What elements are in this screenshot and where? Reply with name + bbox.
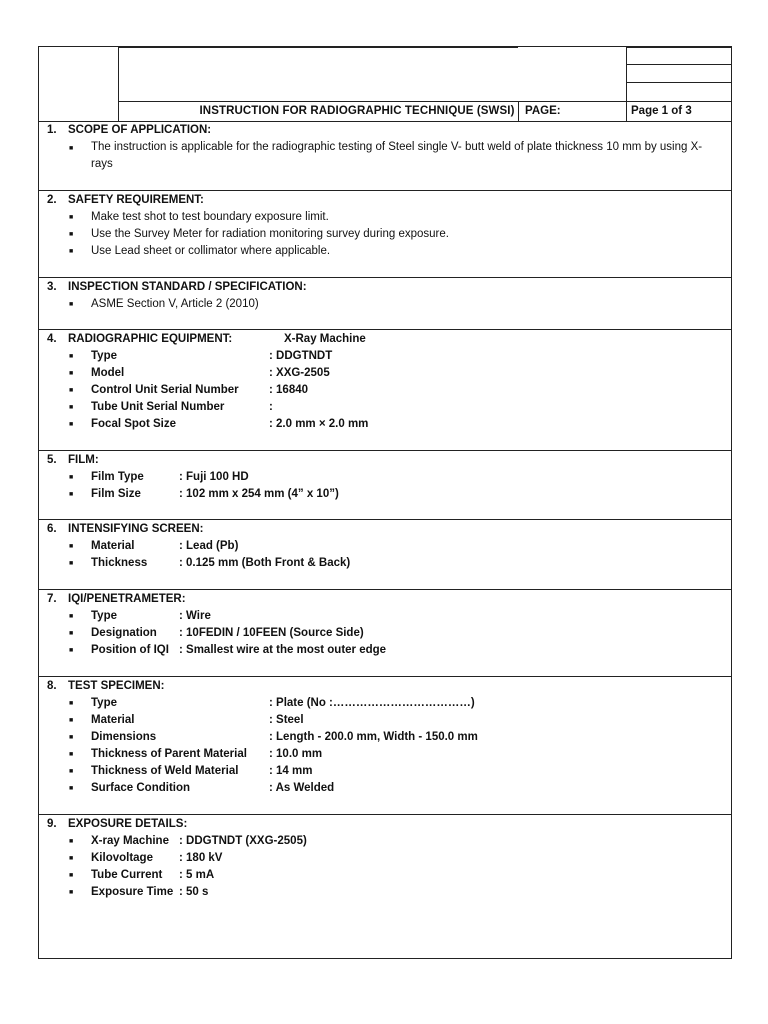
- bullet-icon: ■: [69, 231, 74, 238]
- header-right-divider: [626, 47, 627, 121]
- section-iqi: 7. IQI/PENETRAMETER: ■ Type : Wire ■ Designation : 10FEDIN / 10FEEN (Source Side) ■ Position of IQI : Smallest wire at the most outer edge: [39, 590, 731, 676]
- bullet-icon: ■: [69, 214, 74, 221]
- header-top-line: [118, 47, 518, 48]
- section-title: INSPECTION STANDARD / SPECIFICATION:: [68, 281, 307, 293]
- page-label: PAGE:: [525, 105, 561, 117]
- bullet-icon: ■: [69, 872, 74, 879]
- bullet-icon: ■: [69, 717, 74, 724]
- document-frame: [38, 46, 732, 959]
- scope-text: The instruction is applicable for the radiographic testing of Steel single V- butt weld of plate thickness 10 mm by using X-rays: [91, 141, 703, 170]
- bullet-icon: ■: [69, 370, 74, 377]
- section-film: 5. FILM: ■ Film Type : Fuji 100 HD ■ Film Size : 102 mm x 254 mm (4” x 10”): [39, 451, 731, 519]
- header-right-line-3: [626, 82, 731, 83]
- bullet-icon: ■: [69, 560, 74, 567]
- bullet-icon: ■: [69, 491, 74, 498]
- bullet-icon: ■: [69, 734, 74, 741]
- bullet-icon: ■: [69, 387, 74, 394]
- section-test-specimen: 8. TEST SPECIMEN: ■ Type : Plate (No :………………………………) ■ Material : Steel ■ Dimensions : Length - 200.0 mm, Width - 150.0 mm ■ Thickness of Parent Material : 10.0 mm ■ Thickness of Weld Material : 14 mm ■ Surface Condition : As Welded: [39, 677, 731, 814]
- bullet-icon: ■: [69, 248, 74, 255]
- section-equipment: 4. RADIOGRAPHIC EQUIPMENT: X-Ray Machine ■ Type : DDGTNDT ■ Model : XXG-2505 ■ Control Unit Serial Number : 16840 ■ Tube Unit Serial Number : ■ Focal Spot Size : 2.0 mm × 2.0 mm: [39, 330, 731, 450]
- section-title: RADIOGRAPHIC EQUIPMENT:: [68, 333, 233, 345]
- section-standard: 3. INSPECTION STANDARD / SPECIFICATION: ■ ASME Section V, Article 2 (2010): [39, 278, 731, 329]
- header-right-line-1: [626, 47, 731, 48]
- bullet-icon: ■: [69, 889, 74, 896]
- section-exposure-details: 9. EXPOSURE DETAILS: ■ X-ray Machine : DDGTNDT (XXG-2505) ■ Kilovoltage : 180 kV ■ Tube Current : 5 mA ■ Exposure Time : 50 s: [39, 815, 731, 955]
- section-number: 5.: [47, 454, 57, 466]
- section-number: 3.: [47, 281, 57, 293]
- section-number: 2.: [47, 194, 57, 206]
- bullet-icon: ■: [69, 421, 74, 428]
- section-number: 8.: [47, 680, 57, 692]
- bullet-icon: ■: [69, 145, 74, 152]
- bullet-icon: ■: [69, 404, 74, 411]
- bullet-icon: ■: [69, 785, 74, 792]
- section-title: SCOPE OF APPLICATION:: [68, 124, 212, 136]
- section-title: IQI/PENETRAMETER:: [68, 593, 186, 605]
- document-title: INSTRUCTION FOR RADIOGRAPHIC TECHNIQUE (SWSI): [199, 105, 515, 117]
- section-number: 9.: [47, 818, 57, 830]
- section-title: EXPOSURE DETAILS:: [68, 818, 188, 830]
- bullet-icon: ■: [69, 855, 74, 862]
- bullet-icon: ■: [69, 630, 74, 637]
- bullet-icon: ■: [69, 353, 74, 360]
- bullet-icon: ■: [69, 543, 74, 550]
- section-title: INTENSIFYING SCREEN:: [68, 523, 204, 535]
- header-right-line-2: [626, 64, 731, 65]
- bullet-icon: ■: [69, 700, 74, 707]
- bullet-icon: ■: [69, 838, 74, 845]
- section-intensifying-screen: 6. INTENSIFYING SCREEN: ■ Material : Lead (Pb) ■ Thickness : 0.125 mm (Both Front & Back): [39, 520, 731, 589]
- section-title: TEST SPECIMEN:: [68, 680, 165, 692]
- section-title: SAFETY REQUIREMENT:: [68, 194, 204, 206]
- bullet-icon: ■: [69, 301, 74, 308]
- bullet-icon: ■: [69, 768, 74, 775]
- section-title: FILM:: [68, 454, 99, 466]
- section-number: 1.: [47, 124, 57, 136]
- section-number: 6.: [47, 523, 57, 535]
- page-number: Page 1 of 3: [631, 105, 692, 117]
- section-safety: 2. SAFETY REQUIREMENT: ■ Make test shot to test boundary exposure limit. ■ Use the Survey Meter for radiation monitoring survey during exposure. ■ Use Lead sheet or collimator where applicable.: [39, 191, 731, 277]
- header-left-divider: [118, 47, 119, 121]
- bullet-icon: ■: [69, 474, 74, 481]
- section-number: 7.: [47, 593, 57, 605]
- equipment-subtitle: X-Ray Machine: [284, 333, 366, 345]
- section-scope: [39, 122, 731, 190]
- bullet-icon: ■: [69, 613, 74, 620]
- bullet-icon: ■: [69, 647, 74, 654]
- section-number: 4.: [47, 333, 57, 345]
- bullet-icon: ■: [69, 751, 74, 758]
